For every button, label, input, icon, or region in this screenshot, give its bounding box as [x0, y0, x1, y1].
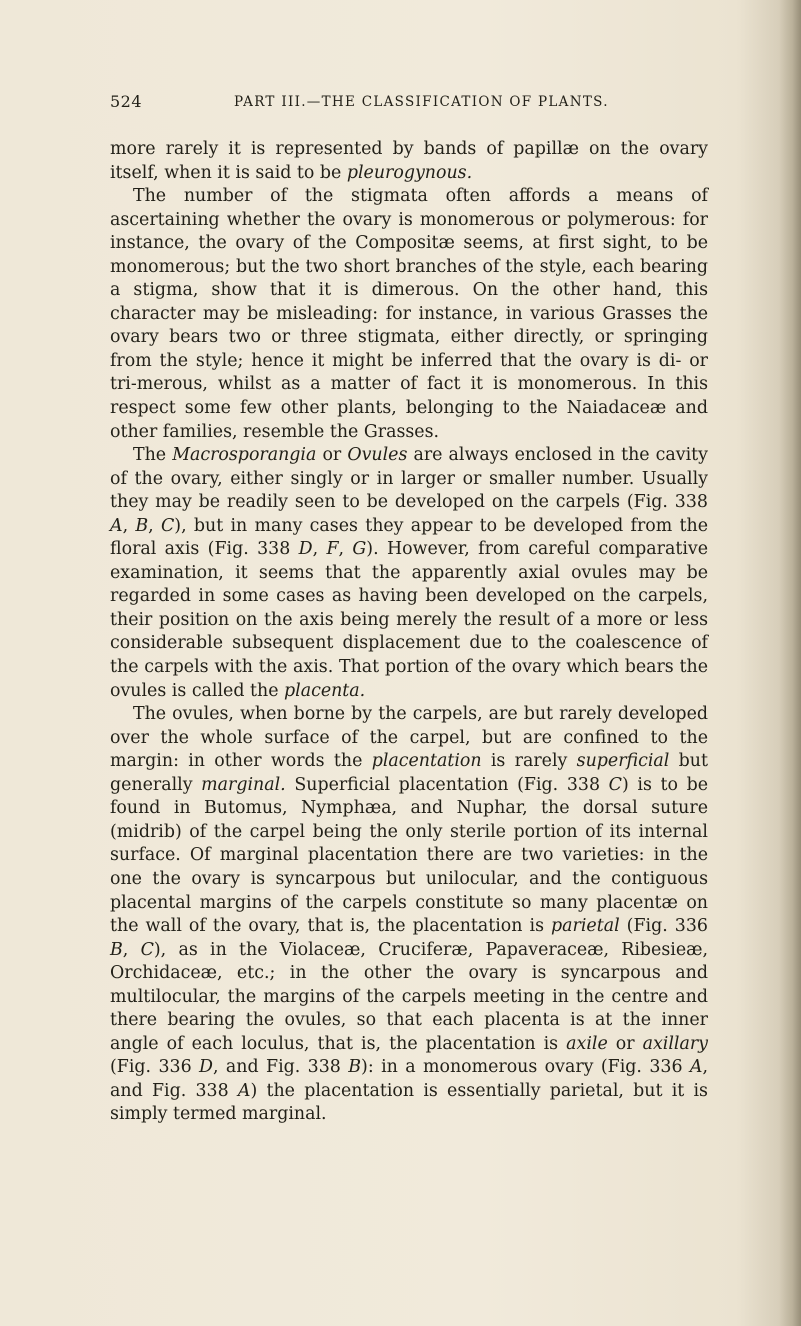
italic-text: A: [237, 1080, 251, 1101]
page-edge-shadow: [779, 0, 801, 1326]
text-run: (Fig. 336: [110, 1057, 200, 1078]
italic-text: placentation: [371, 751, 482, 772]
text-run: The ovules, when borne by the carpels, are but rarely developed over the whole surface of the carpel, but are confined to the margin: in other words the: [110, 704, 708, 772]
italic-text: B: [110, 939, 123, 960]
page-number: 524: [110, 92, 143, 111]
italic-text: D: [298, 539, 313, 560]
text-run: ,: [122, 939, 141, 960]
text-run: The number of the stigmata often affords a means of ascertaining whether the ovary is monomerous or polymerous: for instance, the ovary of the Compositæ seems, at first sight, to be monomerous; but the two short branches of the style, each bearing a stigma, show that it is dimerous. On the other hand, this character may be misleading: for instance, in various Grasses the ovary bears two or three stigmata, either directly, or springing from the style; hence it might be inferred that the ovary is di- or tri-merous, whilst as a matter of fact it is monomerous. In this respect some few other plants, belonging to the Naiadaceæ and other families, resemble the Grasses.: [110, 186, 708, 442]
paragraph: [110, 444, 708, 703]
text-run: ,: [122, 515, 136, 536]
text-run: ) the placentation is essentially parietal, but it is simply termed marginal.: [110, 1080, 708, 1125]
italic-text: B: [135, 515, 149, 536]
italic-text: axile: [566, 1033, 608, 1054]
italic-text: A: [110, 515, 123, 536]
italic-text: B: [348, 1057, 362, 1078]
italic-text: Ovules: [347, 445, 408, 466]
paragraph: [110, 185, 708, 444]
italic-text: C: [608, 774, 622, 795]
text-run: more rarely it is represented by bands of papillæ on the ovary itself, when it is said to be: [110, 139, 708, 183]
text-run: ,: [312, 539, 327, 560]
italic-text: D: [199, 1057, 213, 1078]
text-run: but generally: [110, 751, 708, 795]
text-run: ). However, from careful comparative examination, it seems that the apparently axial ovules may be regarded in some cases as having been developed on the carpels, their position on the axis being merely the result of a more or less considerable subsequent displacement due to the coalescence of the carpels with the axis. That portion of the ovary which bears the ovules is called the: [110, 539, 708, 701]
paragraph: [110, 703, 708, 1127]
text-run: ), but in many cases they appear to be developed from the floral axis (Fig. 338: [110, 515, 708, 560]
page-header: [110, 92, 710, 114]
text-run: , and Fig. 338: [213, 1057, 349, 1078]
text-run: or: [607, 1033, 643, 1054]
text-run: are always enclosed in the cavity of the ovary, either singly or in larger or smaller number. Usually they may be readily seen to be developed on the carpels (Fig. 338: [110, 445, 708, 513]
text-run: ) is to be found in Butomus, Nymphæa, and Nuphar, the dorsal suture (midrib) of the carpel being the only sterile portion of its internal surface. Of marginal placentation there are two varieties: in the one the ovary is syncarpous but unilocular, and the contiguous placental margins of the carpels constitute so many placentæ on the wall of the ovary, that is, the placentation is: [110, 774, 708, 937]
text-run: ,: [338, 539, 353, 560]
italic-text: superficial: [576, 751, 670, 772]
italic-text: Macrosporangia: [172, 445, 317, 466]
italic-text: placenta.: [284, 680, 366, 701]
italic-text: parietal: [551, 916, 620, 937]
italic-text: pleurogynous.: [346, 162, 473, 183]
italic-text: F: [326, 539, 339, 560]
text-run: The: [133, 445, 173, 466]
italic-text: axillary: [642, 1033, 708, 1054]
italic-text: marginal.: [201, 774, 286, 795]
italic-text: A: [689, 1057, 703, 1078]
italic-text: C: [140, 939, 154, 960]
text-run: ,: [148, 515, 161, 536]
italic-text: G: [352, 539, 367, 560]
text-run: (Fig. 336: [619, 916, 708, 937]
paragraph: [110, 138, 708, 185]
text-run: Superficial placentation (Fig. 338: [285, 774, 609, 795]
italic-text: C: [160, 515, 175, 536]
text-run: is rarely: [481, 751, 577, 772]
text-run: ), as in the Violaceæ, Cruciferæ, Papaveraceæ, Ribesieæ, Orchidaceæ, etc.; in the other the ovary is syncarpous and multilocular, the margins of the carpels meeting in the centre and there bearing the ovules, so that each placenta is at the inner angle of each loculus, that is, the placentation is: [110, 939, 708, 1054]
text-run: or: [316, 445, 348, 466]
body-text: [110, 138, 708, 1127]
text-run: ): in a monomerous ovary (Fig. 336: [361, 1057, 690, 1078]
text-run: , and Fig. 338: [110, 1057, 709, 1101]
running-head: PART III.—THE CLASSIFICATION OF PLANTS.: [234, 94, 609, 110]
